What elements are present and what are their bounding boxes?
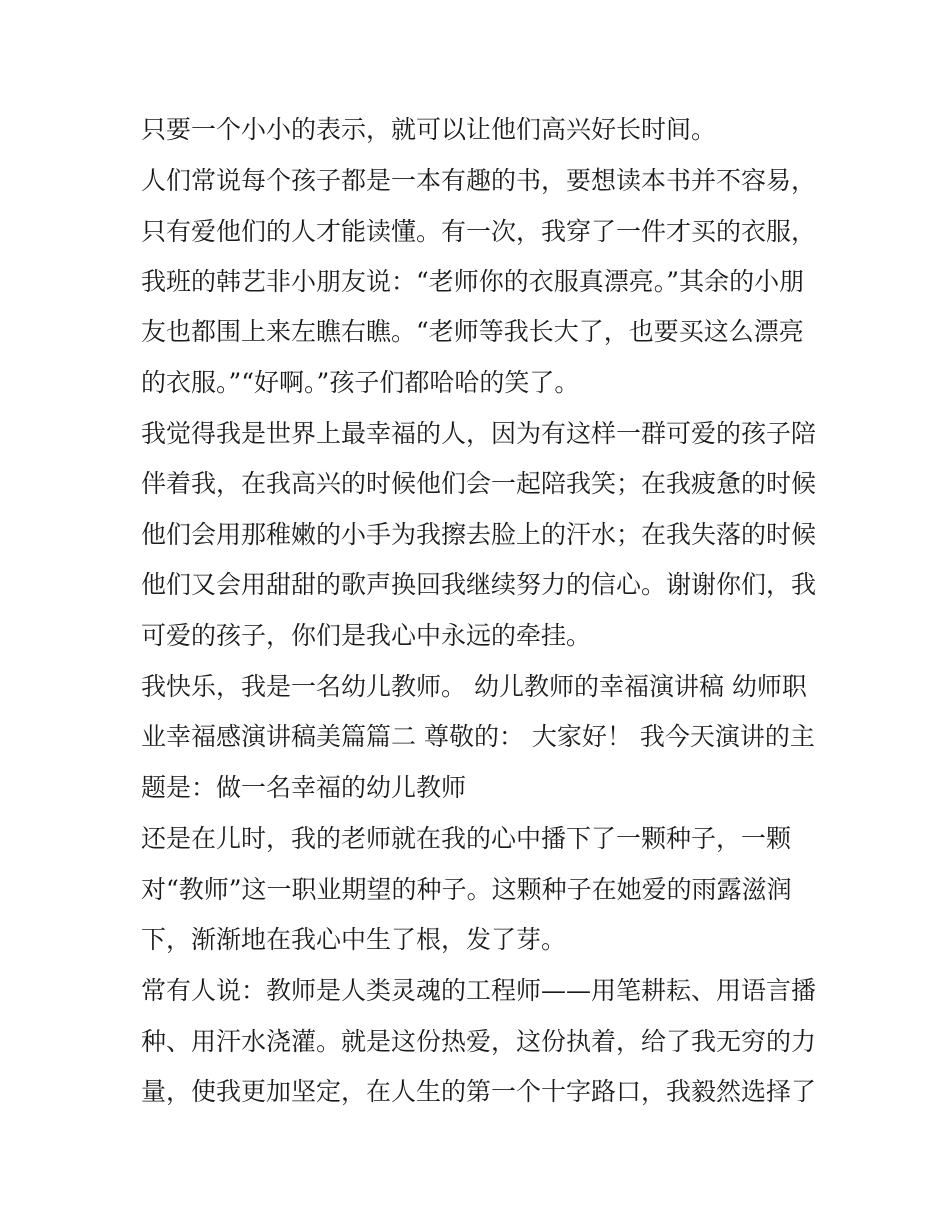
text-line: 种、用汗水浇灌。就是这份热爱，这份执着，给了我无穷的力 — [141, 1027, 817, 1056]
text-line: 他们又会用甜甜的歌声换回我继续努力的信心。谢谢你们，我 — [141, 570, 817, 599]
text-line: 人们常说每个孩子都是一本有趣的书，要想读本书并不容易， — [141, 166, 817, 195]
text-line: 伴着我，在我高兴的时候他们会一起陪我笑；在我疲惫的时候 — [141, 469, 817, 498]
text-line: 只要一个小小的表示，就可以让他们高兴好长时间。 — [141, 115, 717, 144]
text-line: 我班的韩艺非小朋友说：“老师你的衣服真漂亮。”其余的小朋 — [141, 267, 805, 296]
text-line: 对“教师”这一职业期望的种子。这颗种子在她爱的雨露滋润 — [141, 875, 792, 904]
text-line: 只有爱他们的人才能读懂。有一次，我穿了一件才买的衣服， — [141, 217, 817, 246]
text-line: 量，使我更加坚定，在人生的第一个十字路口，我毅然选择了 — [141, 1077, 817, 1106]
text-line: 题是：做一名幸福的幼儿教师 — [141, 773, 467, 802]
text-line: 我觉得我是世界上最幸福的人，因为有这样一群可爱的孩子陪 — [141, 419, 817, 448]
text-line: 还是在儿时，我的老师就在我的心中播下了一颗种子，一颗 — [141, 824, 792, 853]
text-line: 常有人说：教师是人类灵魂的工程师——用笔耕耘、用语言播 — [141, 976, 817, 1005]
text-line: 业幸福感演讲稿美篇篇二 尊敬的： 大家好！ 我今天演讲的主 — [141, 722, 815, 751]
text-line: 可爱的孩子，你们是我心中永远的牵挂。 — [141, 621, 592, 650]
text-line: 的衣服。”“好啊。”孩子们都哈哈的笑了。 — [141, 368, 580, 397]
text-line: 友也都围上来左瞧右瞧。“老师等我长大了，也要买这么漂亮 — [141, 317, 804, 346]
text-line: 我快乐，我是一名幼儿教师。 幼儿教师的幸福演讲稿 幼师职 — [141, 672, 807, 701]
text-line: 下，渐渐地在我心中生了根，发了芽。 — [141, 925, 567, 954]
text-line: 他们会用那稚嫩的小手为我擦去脸上的汗水；在我失落的时候 — [141, 520, 817, 549]
